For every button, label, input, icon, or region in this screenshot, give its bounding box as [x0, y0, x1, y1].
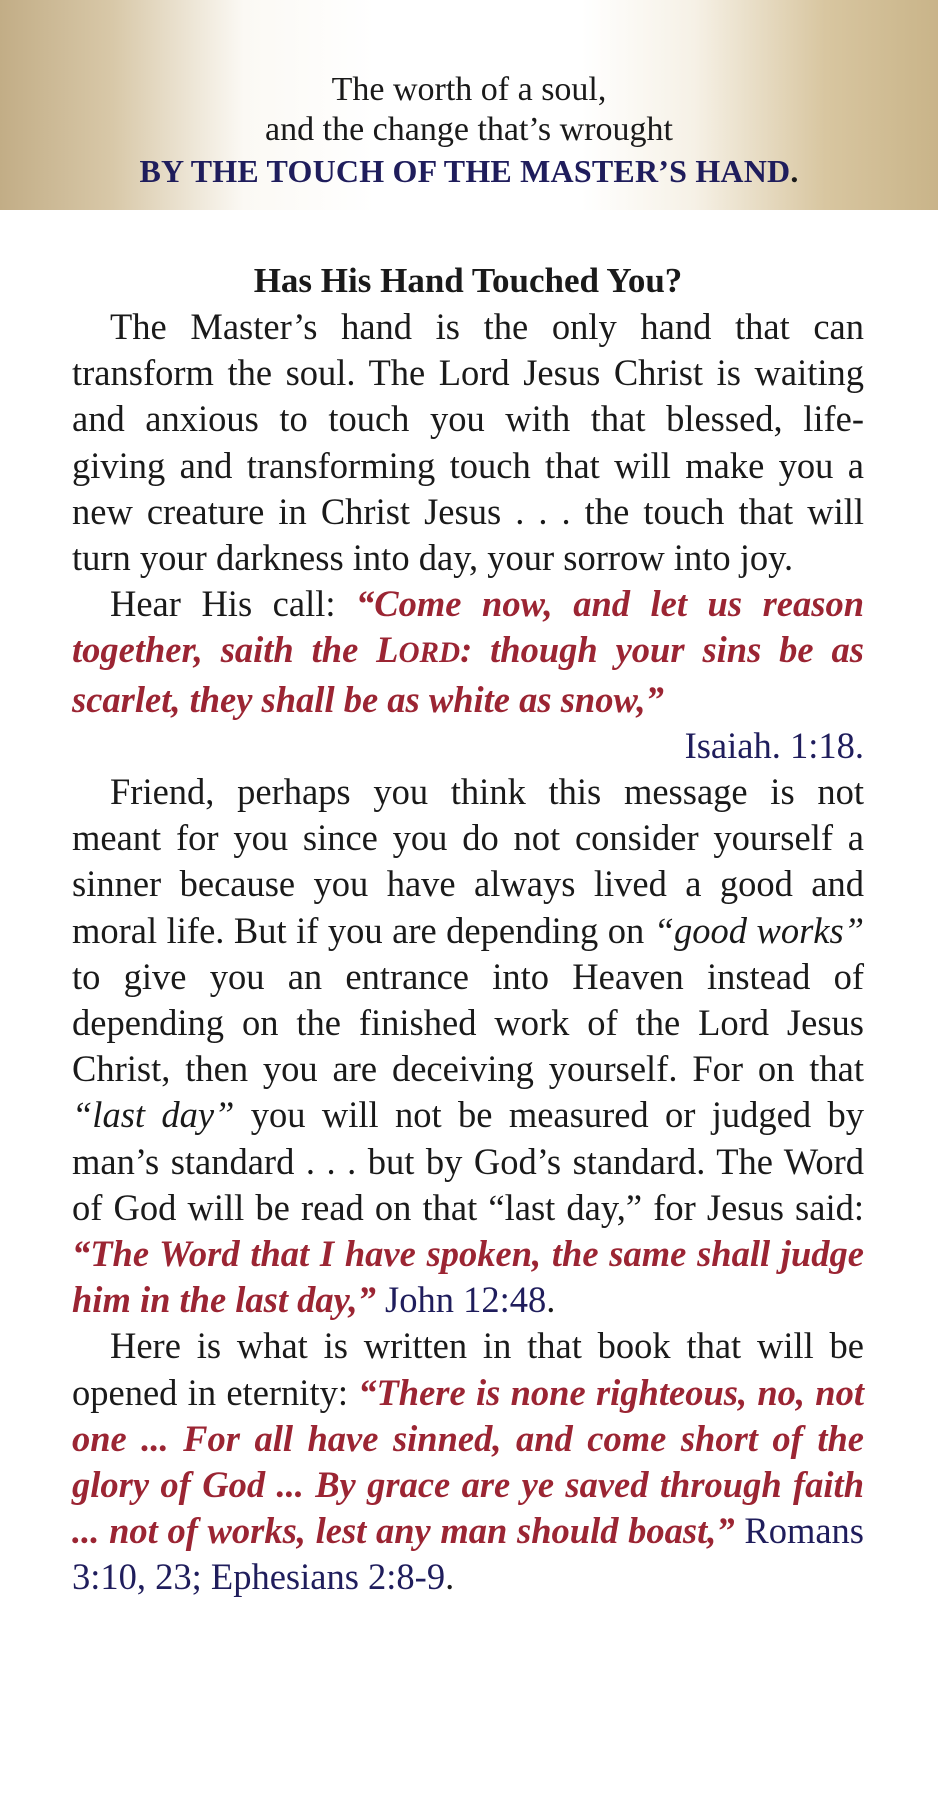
quote-last-day: “last day”: [72, 1094, 235, 1136]
quote-good-works: “good works”: [653, 909, 864, 951]
header-banner: [0, 0, 938, 210]
paragraph-1: [72, 304, 864, 581]
scripture-john: “The Word that I have spoken, the same shall judge him in the last day,”: [72, 1233, 864, 1321]
paragraph-1-text: The Master’s hand is the only hand that can transform the soul. The Lord Jesus Christ is waiting and anxious to touch you with that blessed, life-giving and transforming touch that will make you a new creature in Christ Jesus . . . the touch that will turn your darkness into day, your sorrow into joy.: [72, 306, 864, 579]
paragraph-2-lead: Hear His call:: [110, 583, 357, 625]
header-line-1: The worth of a soul,: [331, 71, 607, 108]
header-line-2: and the change that’s wrought: [265, 111, 673, 148]
paragraph-3-c: you will not be measured or judged by man’s standard . . . but by God’s standard. The Word of God will be read on that “last day,” for Jesus said:: [72, 1094, 864, 1228]
paragraph-4-lead: Here is what is written in that book that will be opened in eternity:: [72, 1325, 864, 1413]
scripture-romans: “There is none righteous, no, not one ... For all have sinned, and come short of the glory of God ... By grace are ye saved through faith ... not of works, lest any man should boast,”: [72, 1371, 864, 1552]
section-title: Has His Hand Touched You?: [253, 261, 683, 300]
tract-body: [72, 258, 864, 1601]
header-emphasis: [0, 150, 938, 192]
scripture-isaiah-b: : though your sins be as scarlet, they shall be as white as snow,”: [72, 629, 864, 720]
paragraph-3-end: .: [546, 1279, 556, 1321]
reference-isaiah: Isaiah. 1:18.: [684, 724, 864, 766]
reference-romans-ephesians: Romans 3:10, 23; Ephesians 2:8-9: [72, 1510, 864, 1598]
reference-john: John 12:48: [375, 1279, 547, 1321]
paragraph-2: [72, 581, 864, 723]
scripture-isaiah-a: “Come now, and let us reason together, saith the L: [72, 583, 864, 671]
header-emphasis-punct: .: [790, 153, 799, 189]
paragraph-3-a: Friend, perhaps you think this message is not meant for you since you do not consider yourself a sinner because you have always lived a good and moral life. But if you are depending on: [72, 771, 864, 951]
paragraph-3-b: to give you an entrance into Heaven instead of depending on the finished work of the Lord Jesus Christ, then you are deceiving yourself. For on that: [72, 955, 864, 1090]
paragraph-4-end: .: [445, 1556, 455, 1598]
header-emphasis-text: BY THE TOUCH OF THE MASTER’S HAND: [139, 153, 791, 189]
paragraph-3: [72, 769, 864, 1323]
paragraph-4: [72, 1323, 864, 1600]
scripture-isaiah-smallcaps: ORD: [398, 637, 461, 670]
